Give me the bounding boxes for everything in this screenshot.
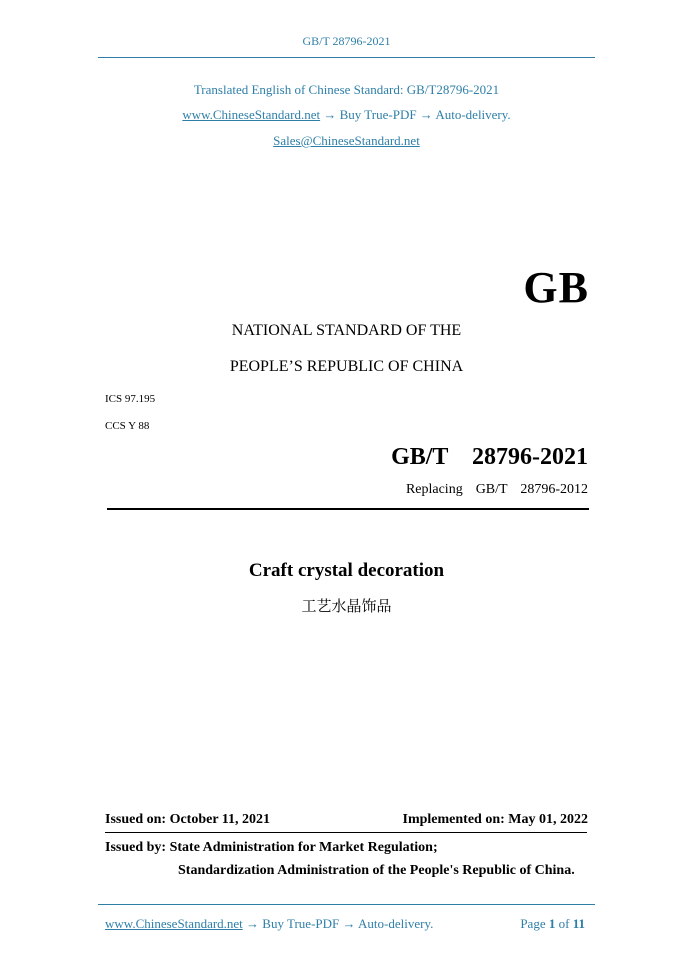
page-total: 11 <box>572 916 585 931</box>
national-standard-line2: PEOPLE’S REPUBLIC OF CHINA <box>229 358 464 375</box>
footer-divider <box>98 904 595 905</box>
title-chinese: 工艺水晶饰品 <box>301 597 392 615</box>
footer-promo <box>105 916 433 932</box>
page-header-code: GB/T 28796-2021 <box>302 34 391 48</box>
footer-promo-text: → Buy True-PDF → Auto-delivery. <box>246 916 434 931</box>
issued-on-date: Issued on: October 11, 2021 <box>105 812 271 827</box>
issued-by-line2: Standardization Administration of the People's Republic of China. <box>178 863 575 878</box>
promo-line <box>0 107 693 123</box>
sales-email-link[interactable]: Sales@ChineseStandard.net <box>273 133 420 148</box>
page-indicator <box>520 916 585 932</box>
page-label: Page <box>520 916 546 931</box>
header-divider <box>98 57 595 58</box>
national-standard-line1: NATIONAL STANDARD OF THE <box>231 322 462 339</box>
issued-by-line1: Issued by: State Administration for Market Regulation; <box>105 840 438 855</box>
email-line <box>0 133 693 149</box>
standard-divider <box>107 508 589 510</box>
site-link[interactable]: www.ChineseStandard.net <box>182 107 321 122</box>
ics-code: ICS 97.195 <box>105 393 156 405</box>
gb-logo: GB <box>523 263 589 312</box>
of-label: of <box>558 916 570 931</box>
title-english: Craft crystal decoration <box>248 560 445 581</box>
ccs-code: CCS Y 88 <box>105 420 150 432</box>
issue-divider <box>105 832 587 833</box>
translation-notice: Translated English of Chinese Standard: GB/T28796-2021 <box>193 82 500 97</box>
standard-number: GB/T 28796-2021 <box>391 444 588 470</box>
promo-text: → Buy True-PDF → Auto-delivery. <box>323 107 511 122</box>
replacing-standard: Replacing GB/T 28796-2012 <box>405 482 588 497</box>
footer-site-link[interactable]: www.ChineseStandard.net <box>105 916 243 931</box>
implemented-on-date: Implemented on: May 01, 2022 <box>402 812 588 827</box>
page-number: 1 <box>548 916 556 931</box>
